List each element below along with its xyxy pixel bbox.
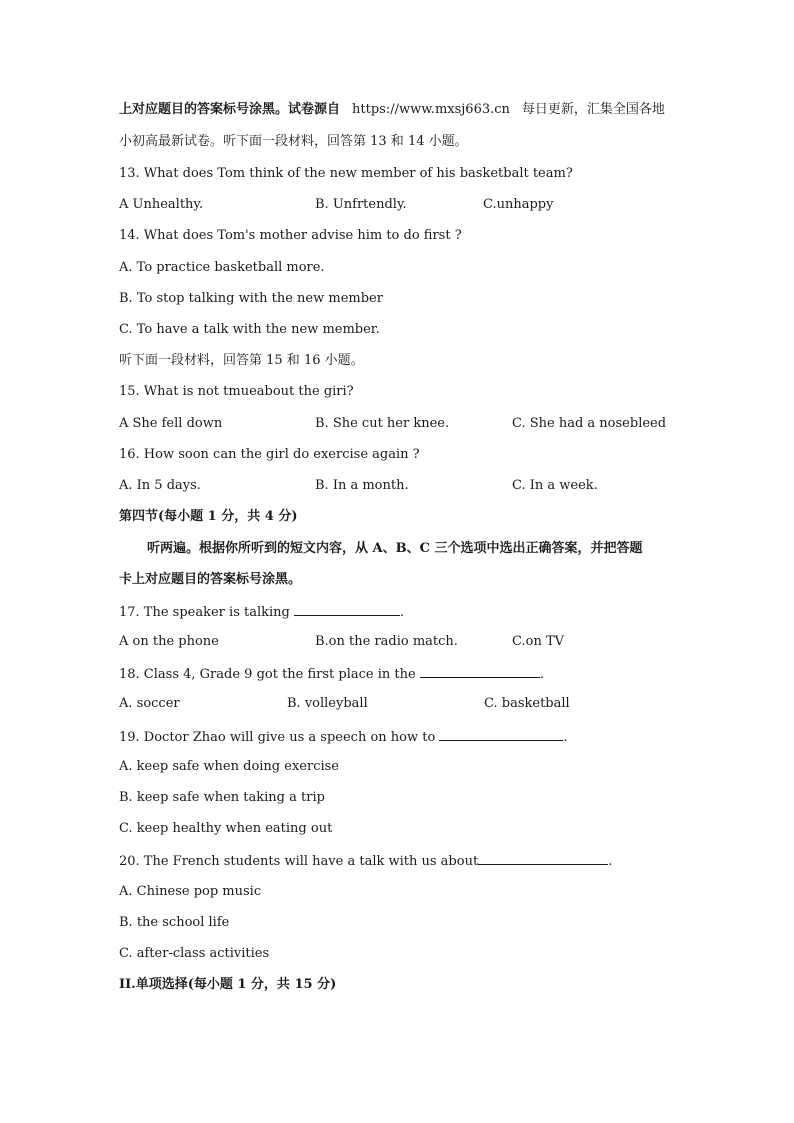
q20-answer-blank <box>478 850 608 865</box>
q13-option-b: B. Unfrtendly. <box>315 197 407 212</box>
q18-text: 18. Class 4, Grade 9 got the first place in the <box>119 667 416 682</box>
section-4-instruction-2: 卡上对应题目的答案标号涂黑。 <box>119 572 302 587</box>
question-16: 16. How soon can the girl do exercise again ? <box>119 447 420 462</box>
q17-suffix: . <box>400 605 405 620</box>
question-17-options <box>119 632 684 652</box>
section-4-instruction-1: 听两遍。根据你所听到的短文内容，从 A、B、C 三个选项中选出正确答案，并把答题 <box>147 541 643 556</box>
q17-text: 17. The speaker is talking <box>119 605 290 620</box>
q19-answer-blank <box>439 726 563 741</box>
q20-option-c: C. after-class activities <box>119 946 270 961</box>
q16-option-c: C. In a week. <box>512 478 598 493</box>
question-14: 14. What does Tom's mother advise him to do first ? <box>119 228 462 243</box>
question-13-options <box>119 195 684 215</box>
q15-option-b: B. She cut her knee. <box>315 416 450 431</box>
question-15: 15. What is not tmueabout the giri? <box>119 384 354 399</box>
q17-answer-blank <box>294 601 400 616</box>
question-16-options <box>119 476 684 496</box>
q13-option-c: C.unhappy <box>483 197 554 212</box>
q18-option-a: A. soccer <box>119 696 180 711</box>
q17-option-b: B.on the radio match. <box>315 634 458 649</box>
q19-option-c: C. keep healthy when eating out <box>119 821 333 836</box>
q20-option-a: A. Chinese pop music <box>119 884 262 899</box>
intro-text-a: 上对应题目的答案标号涂黑。试卷源自 <box>119 102 341 117</box>
q18-answer-blank <box>420 663 540 678</box>
q20-text: 20. The French students will have a talk with us about <box>119 854 479 869</box>
intro-line-1 <box>119 100 684 120</box>
q18-option-c: C. basketball <box>484 696 570 711</box>
q19-option-a: A. keep safe when doing exercise <box>119 759 339 774</box>
instruction-15-16: 听下面一段材料，回答第 15 和 16 小题。 <box>119 353 364 368</box>
question-18-options <box>119 694 684 714</box>
q14-option-a: A. To practice basketball more. <box>119 260 325 275</box>
section-4-title: 第四节(每小题 1 分，共 4 分) <box>119 509 298 524</box>
intro-line-2: 小初高最新试卷。听下面一段材料，回答第 13 和 14 小题。 <box>119 134 468 149</box>
q20-suffix: . <box>608 854 613 869</box>
q19-text: 19. Doctor Zhao will give us a speech on how to <box>119 730 436 745</box>
question-18 <box>119 663 684 683</box>
question-13: 13. What does Tom think of the new member of his basketbalt team? <box>119 166 573 181</box>
q15-option-c: C. She had a nosebleed <box>512 416 667 431</box>
q18-option-b: B. volleyball <box>287 696 368 711</box>
source-url: https://www.mxsj663.cn <box>352 102 510 117</box>
question-20 <box>119 850 684 870</box>
q15-option-a: A She fell down <box>119 416 223 431</box>
section-2-title: II.单项选择(每小题 1 分，共 15 分) <box>119 977 337 992</box>
q18-suffix: . <box>539 667 544 682</box>
q19-option-b: B. keep safe when taking a trip <box>119 790 325 805</box>
q17-option-a: A on the phone <box>119 634 219 649</box>
question-15-options <box>119 414 684 434</box>
question-17 <box>119 601 684 621</box>
q16-option-a: A. In 5 days. <box>119 478 201 493</box>
q14-option-b: B. To stop talking with the new member <box>119 291 383 306</box>
q20-option-b: B. the school life <box>119 915 230 930</box>
q13-option-a: A Unhealthy. <box>119 197 204 212</box>
q16-option-b: B. In a month. <box>315 478 409 493</box>
intro-text-b: 每日更新，汇集全国各地 <box>521 102 665 117</box>
question-19 <box>119 726 684 746</box>
q17-option-c: C.on TV <box>512 634 565 649</box>
q19-suffix: . <box>563 730 568 745</box>
q14-option-c: C. To have a talk with the new member. <box>119 322 380 337</box>
